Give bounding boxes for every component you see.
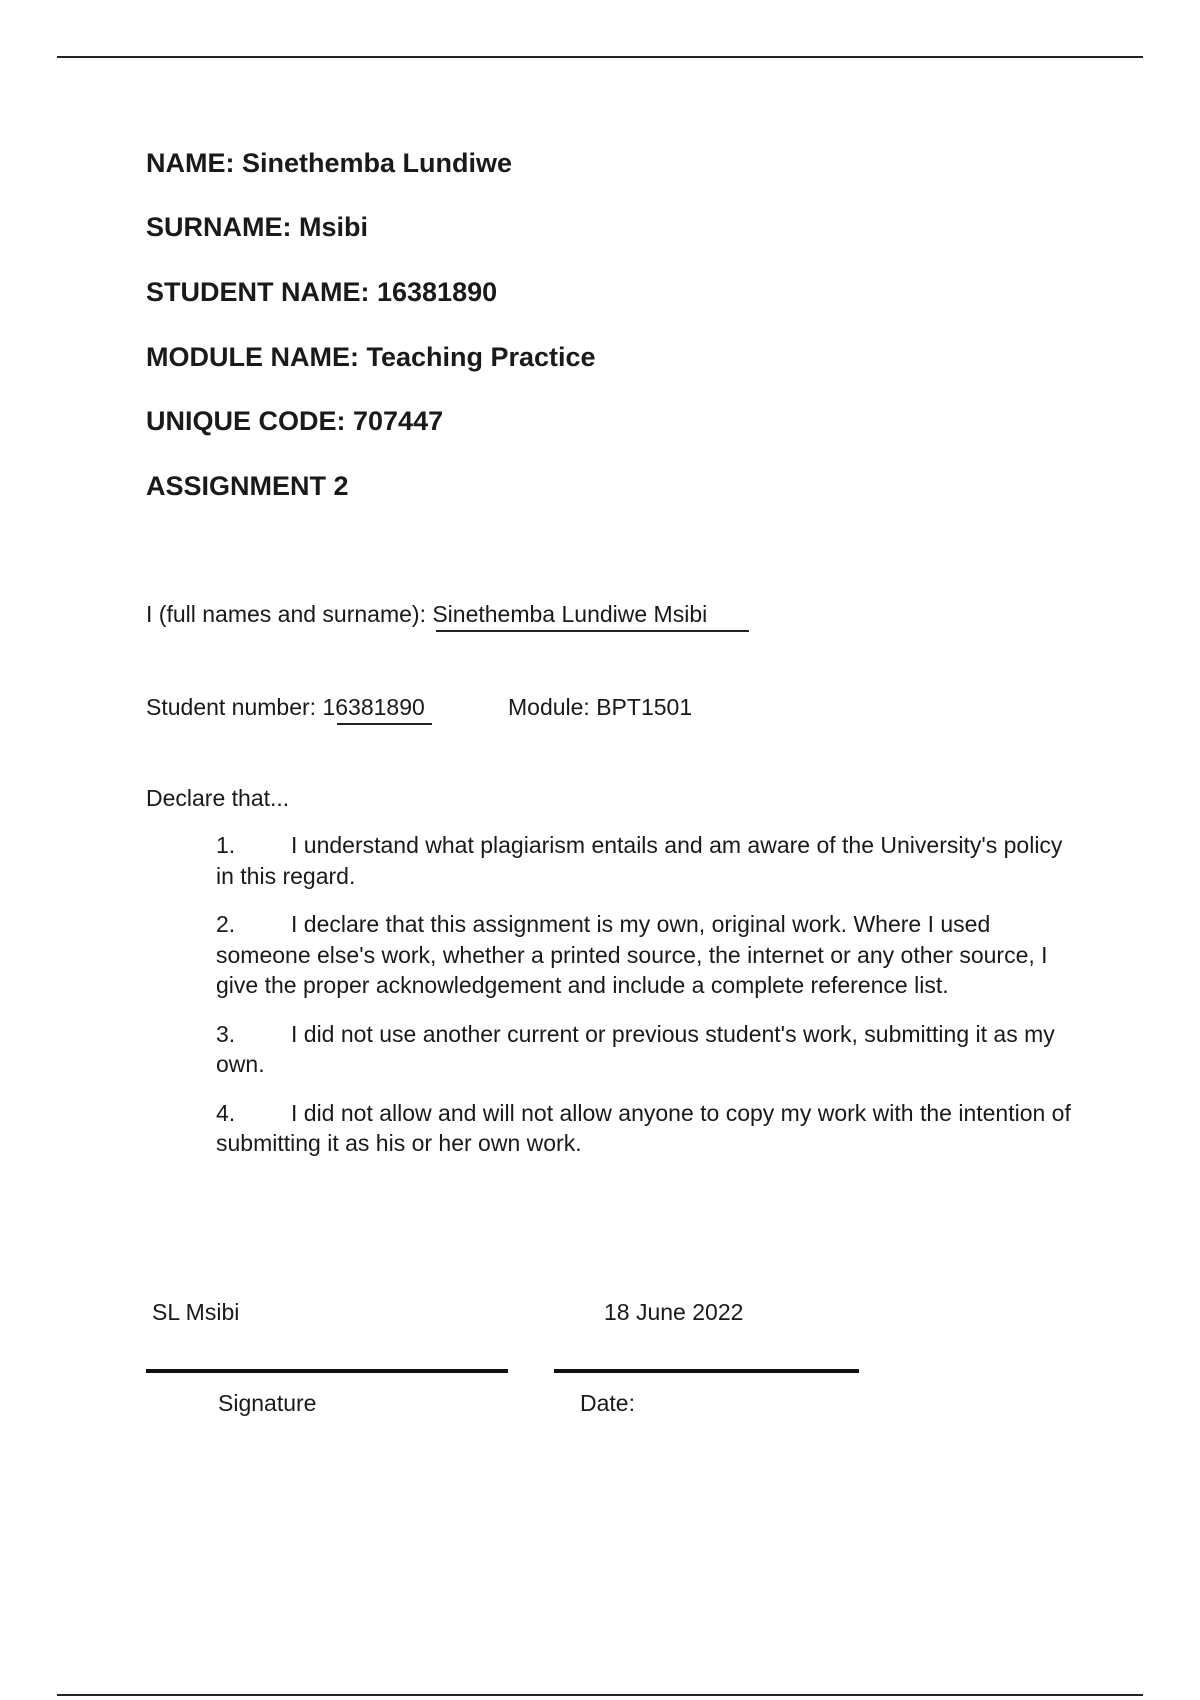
heading-student-name: STUDENT NAME: 16381890 — [146, 277, 498, 307]
date-label: Date: — [580, 1390, 635, 1416]
declaration-item — [216, 1019, 1076, 1080]
declaration-item-number: 1. — [216, 832, 236, 858]
signature-value: SL Msibi — [152, 1299, 240, 1325]
declaration-item-text: I declare that this assignment is my own, original work. Where I used someone else's work, whether a printed source, the internet or any other source, I give the proper acknowledgement and include a complete reference list. — [216, 911, 1048, 998]
declaration-item — [216, 830, 1076, 891]
date-line — [554, 1369, 859, 1373]
signature-label: Signature — [218, 1390, 317, 1416]
student-number-row — [146, 693, 425, 721]
declaration-item — [216, 1098, 1076, 1159]
declaration-item-number: 2. — [216, 911, 236, 937]
signature-line — [146, 1369, 508, 1373]
full-names-underline — [436, 630, 749, 632]
heading-assignment: ASSIGNMENT 2 — [146, 471, 349, 501]
student-number-label: Student number: — [146, 694, 317, 720]
top-rule — [57, 56, 1143, 58]
full-names-label: I (full names and surname): — [146, 601, 426, 627]
declaration-item-text: I did not use another current or previous student's work, submitting it as my own. — [216, 1020, 1055, 1077]
bottom-rule — [57, 1694, 1143, 1696]
student-number-value: 16381890 — [322, 694, 425, 720]
declaration-item-text: I did not allow and will not allow anyone to copy my work with the intention of submitting it as his or her own work. — [216, 1099, 1071, 1156]
heading-surname: SURNAME: Msibi — [146, 212, 368, 242]
heading-name: NAME: Sinethemba Lundiwe — [146, 148, 513, 178]
declaration-list — [216, 830, 1076, 1177]
full-names-value: Sinethemba Lundiwe Msibi — [432, 601, 708, 627]
date-value: 18 June 2022 — [604, 1299, 744, 1325]
module-value: BPT1501 — [596, 694, 693, 720]
student-number-underline — [337, 723, 432, 725]
declaration-item-text: I understand what plagiarism entails and am aware of the University's policy in this regard. — [216, 832, 1063, 889]
declare-intro: Declare that... — [146, 785, 290, 811]
full-names-row — [146, 600, 707, 628]
heading-module-name: MODULE NAME: Teaching Practice — [146, 342, 596, 372]
heading-unique-code: UNIQUE CODE: 707447 — [146, 406, 444, 436]
declaration-item — [216, 909, 1076, 1001]
module-label: Module: — [508, 694, 590, 720]
module-row — [508, 693, 692, 721]
declaration-item-number: 4. — [216, 1099, 236, 1126]
declaration-item-number: 3. — [216, 1020, 236, 1047]
